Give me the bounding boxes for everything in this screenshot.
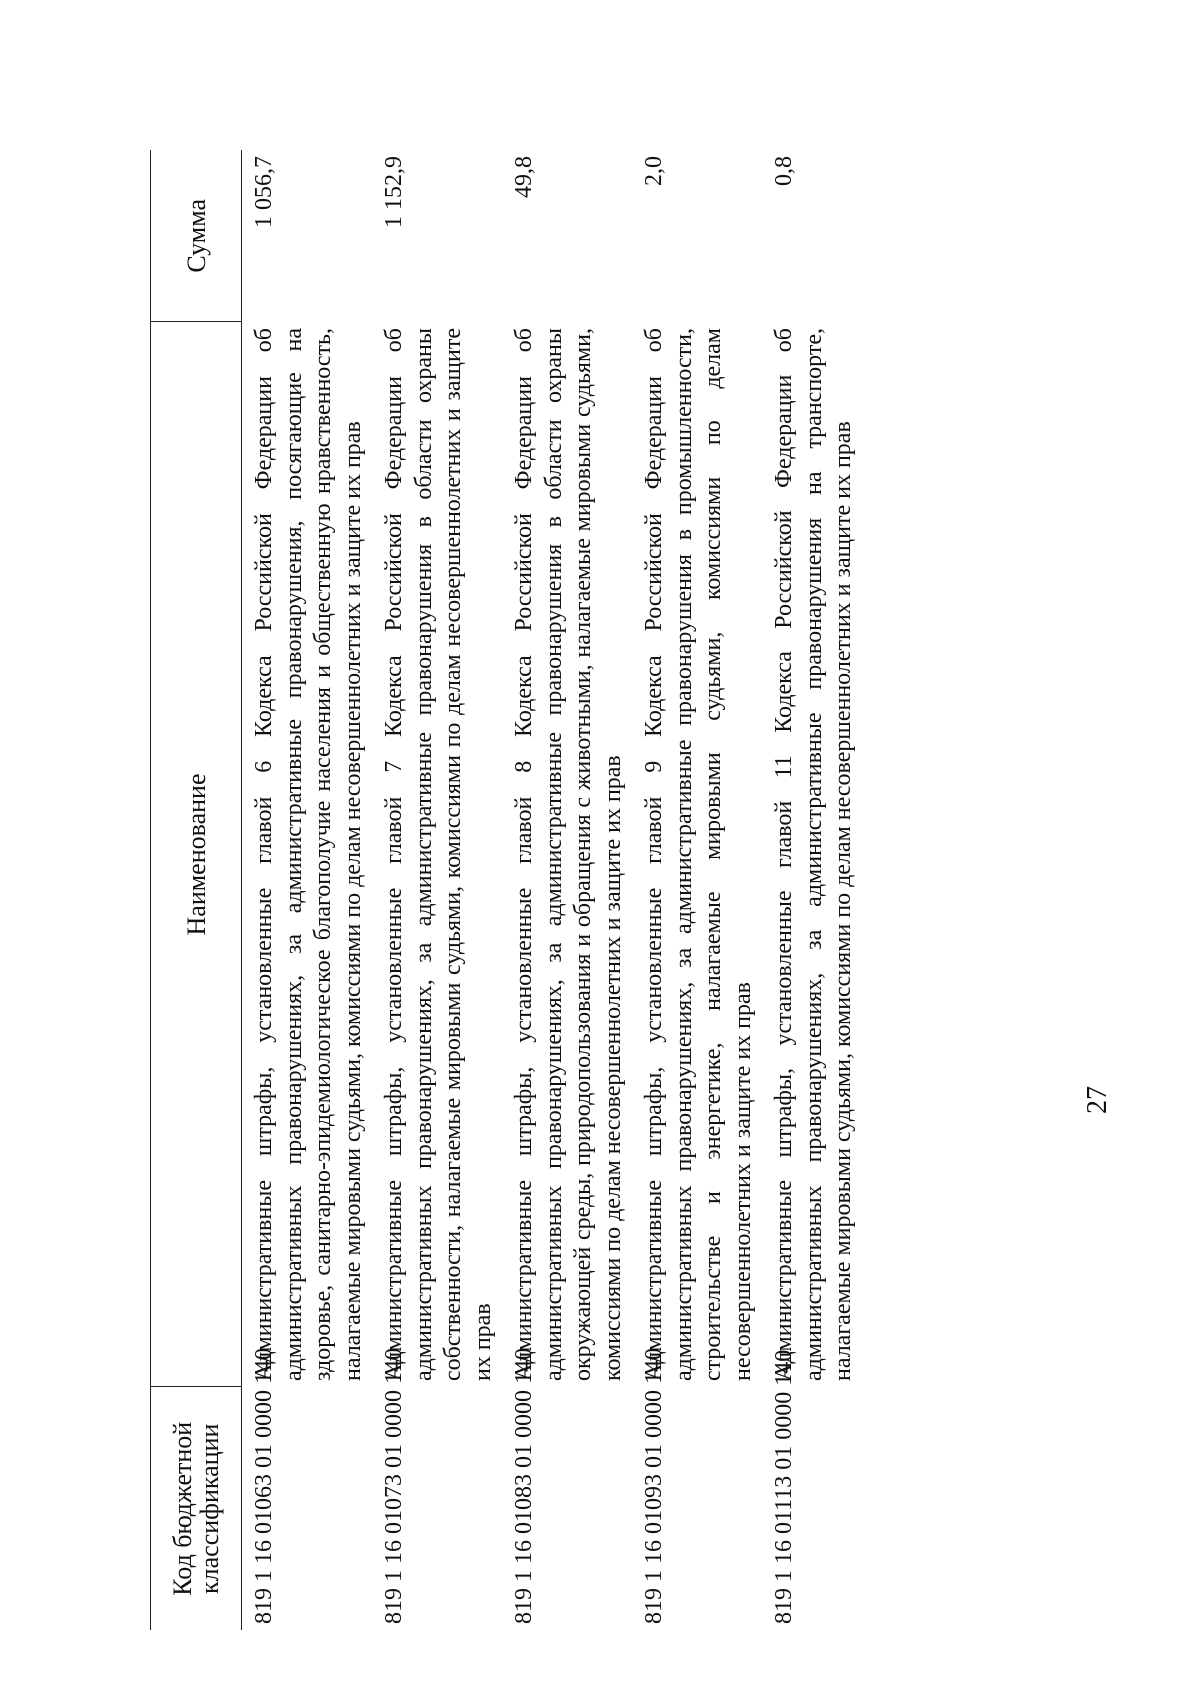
row-code: 819 1 16 01083 01 0000 140 — [511, 1348, 537, 1624]
table-row — [502, 150, 632, 1630]
row-name: Административные штрафы, установленные главой 9 Кодекса Российской Федерации об административных правонарушениях, за административные правонарушения в промышленности, строительстве и энергетике, налагаемые мировыми судьями, комиссиями по делам несовершеннолетних и защите их прав — [641, 328, 756, 1381]
row-sum: 49,8 — [511, 156, 537, 198]
row-sum: 0,8 — [771, 156, 797, 186]
row-name: Административные штрафы, установленные главой 7 Кодекса Российской Федерации об административных правонарушениях, за административные правонарушения в области охраны собственности, налагаемые мировыми судьями, комиссиями по делам несовершеннолетних и защите их прав — [381, 328, 496, 1381]
row-name: Административные штрафы, установленные главой 8 Кодекса Российской Федерации об административных правонарушениях, за административные правонарушения в области охраны окружающей среды, природопользования и обращения с животными, налагаемые мировыми судьями, комиссиями по делам несовершеннолетних и защите их прав — [511, 328, 626, 1381]
header-sum: Сумма — [151, 150, 242, 322]
table-header-row — [151, 150, 242, 1630]
row-name: Административные штрафы, установленные главой 11 Кодекса Российской Федерации об административных правонарушениях, за административные правонарушения на транспорте, налагаемые мировыми судьями, комиссиями по делам несовершеннолетних и защите их прав — [771, 328, 856, 1381]
budget-classification-table — [150, 150, 863, 1630]
row-code: 819 1 16 01093 01 0000 140 — [641, 1348, 667, 1624]
table-row — [372, 150, 502, 1630]
row-sum: 2,0 — [641, 156, 667, 186]
row-code: 819 1 16 01063 01 0000 140 — [251, 1348, 277, 1624]
row-sum: 1 152,9 — [381, 156, 407, 228]
row-sum: 1 056,7 — [251, 156, 277, 228]
header-name: Наименование — [151, 322, 242, 1387]
row-code: 819 1 16 01073 01 0000 140 — [381, 1348, 407, 1624]
row-code: 819 1 16 01113 01 0000 140 — [771, 1349, 797, 1624]
header-code: Код бюджетной классификации — [151, 1387, 242, 1630]
rotated-page-content — [150, 150, 890, 1630]
row-name: Административные штрафы, установленные главой 6 Кодекса Российской Федерации об административных правонарушениях, за административные правонарушения, посягающие на здоровье, санитарно-эпидемиологическое благополучие населения и общественную нравственность, налагаемые мировыми судьями, комиссиями по делам несовершеннолетних и защите их прав — [251, 328, 366, 1381]
table-row — [632, 150, 762, 1630]
table-row — [762, 150, 863, 1630]
table-row — [242, 150, 373, 1630]
page-number: 27 — [1082, 1086, 1113, 1114]
